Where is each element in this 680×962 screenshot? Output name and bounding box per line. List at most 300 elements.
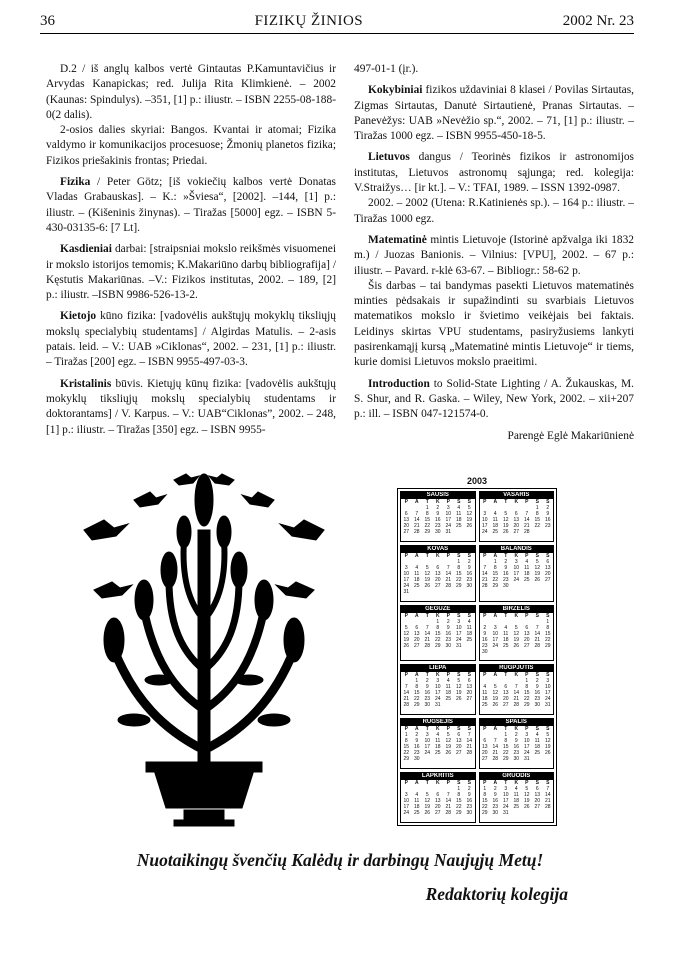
day-cell: 23 (445, 636, 452, 643)
day-cell: 9 (467, 564, 471, 571)
weekday-header: Š (457, 726, 461, 733)
day-cell: 17 (455, 630, 462, 637)
day-cell: 8 (415, 684, 419, 691)
day-cell: 16 (492, 798, 499, 805)
day-cell: 22 (413, 696, 420, 703)
day-cell: 23 (502, 576, 509, 583)
day-cell: 24 (455, 636, 462, 643)
day-cell: 19 (544, 744, 551, 751)
day-cell: 1 (457, 558, 461, 565)
weekday-header: Š (535, 726, 539, 733)
day-cell: 25 (481, 702, 488, 709)
calendar-month (400, 605, 476, 662)
day-cell: 10 (455, 624, 462, 631)
day-cell: 20 (502, 696, 509, 703)
weekday-header: P (446, 726, 450, 733)
weekday-header: Š (457, 780, 461, 787)
day-cell: 1 (457, 786, 461, 793)
day-cell: 11 (482, 690, 488, 697)
weekday-header: P (483, 499, 487, 505)
folk-tree-ornament (74, 470, 334, 832)
weekday-header: K (514, 672, 519, 679)
day-cell: 2 (535, 678, 539, 685)
day-cell: 22 (544, 636, 551, 643)
day-cell: 2 (504, 558, 508, 565)
weekday-header: A (493, 780, 498, 787)
day-cell: 18 (492, 523, 499, 529)
day-cell: 12 (455, 684, 462, 691)
day-cell: 14 (445, 570, 452, 577)
weekday-header: P (404, 726, 408, 733)
day-cell: 25 (534, 750, 541, 757)
day-cell: 19 (492, 696, 499, 703)
weekday-header: Š (457, 672, 461, 679)
day-cell: 14 (424, 630, 431, 637)
weekday-header: K (514, 552, 519, 559)
day-cell: 30 (481, 648, 488, 655)
day-cell: 27 (481, 756, 488, 763)
weekday-header: K (514, 499, 519, 505)
calendar-month (479, 491, 555, 542)
weekday-header: K (514, 726, 519, 733)
day-cell: 1 (425, 505, 429, 511)
day-cell: 21 (534, 636, 541, 643)
day-cell: 11 (503, 630, 509, 637)
day-cell: 2 (446, 618, 450, 625)
entry-keyword: Kristalinis (60, 377, 112, 390)
day-cell: 1 (483, 786, 487, 793)
day-cell: 10 (445, 511, 452, 517)
weekday-header: T (504, 672, 508, 679)
calendar-month (400, 718, 476, 769)
day-cell: 23 (434, 523, 441, 529)
day-cell: 2 (436, 505, 440, 511)
calendar-month (479, 605, 555, 662)
day-cell: 27 (513, 529, 520, 535)
entry-keyword: Introduction (368, 377, 430, 390)
day-cell: 27 (455, 750, 462, 757)
weekday-header: T (425, 552, 429, 559)
day-cell: 18 (481, 696, 488, 703)
day-cell: 27 (403, 529, 410, 535)
day-cell: 17 (492, 636, 499, 643)
day-cell: 24 (523, 750, 530, 757)
entry-keyword: Matematinė (368, 233, 427, 246)
right-entry (354, 196, 634, 227)
day-cell: 21 (403, 696, 410, 703)
day-cell: 4 (493, 511, 497, 517)
day-cell: 20 (466, 690, 473, 697)
day-cell: 2 (493, 786, 497, 793)
day-cell: 8 (546, 624, 550, 631)
day-cell: 6 (514, 511, 518, 517)
day-cell: 3 (525, 732, 529, 739)
day-cell: 28 (492, 756, 499, 763)
day-cell: 4 (483, 684, 487, 691)
day-cell: 6 (535, 786, 539, 793)
weekday-header: A (493, 499, 498, 505)
day-cell: 16 (424, 690, 431, 697)
day-cell: 24 (502, 804, 509, 811)
left-entry (46, 242, 336, 303)
day-cell: 5 (425, 564, 429, 571)
weekday-header: T (504, 499, 508, 505)
weekday-header: P (404, 672, 408, 679)
day-cell: 12 (534, 564, 541, 571)
day-cell: 27 (434, 582, 441, 589)
day-cell: 27 (502, 702, 509, 709)
entry-text: fizikos uždaviniai 8 klasei / Povilas Sirtautas, Zigmas Sirtautas, Danutė Sirtautienė, Pranas Sirtautas. – Panevėžys: UAB »Nevėžio sp.“, 2002. – 71, [1] p.: iliustr. – Tiražas 1000 egz. – ISBN 9955-450-18-5. (354, 84, 634, 143)
day-cell: 4 (467, 618, 471, 625)
day-cell: 30 (502, 582, 509, 589)
weekday-header: Š (535, 499, 539, 505)
day-cell: 3 (483, 511, 487, 517)
day-cell: 10 (523, 738, 530, 745)
weekday-header: P (446, 612, 450, 619)
day-cell: 12 (424, 570, 431, 577)
day-cell: 7 (404, 684, 408, 691)
day-cell: 3 (425, 732, 429, 739)
day-cell: 23 (424, 696, 431, 703)
day-cell: 24 (434, 696, 441, 703)
entry-text: / Peter Götz; [iš vokiečių kalbos vertė Donatas Vladas Grabauskas]. – K.: »Šviesa“, [2002]. –144, [1] p.: iliustr. – (Kišeninis žinynas). – Tiražas [5000] egz. – ISBN 5-430-03135-6: [7 Lt]. (46, 176, 336, 234)
day-cell: 16 (434, 517, 441, 523)
day-cell: 26 (502, 529, 509, 535)
day-cell: 14 (523, 517, 530, 523)
weekday-header: P (404, 499, 408, 505)
day-cell: 30 (413, 756, 420, 763)
day-cell: 25 (502, 642, 509, 649)
day-cell: 8 (483, 792, 487, 799)
weekday-header: K (435, 672, 440, 679)
day-cell: 14 (466, 738, 473, 745)
day-cell: 13 (434, 570, 441, 577)
day-cell: 1 (546, 618, 550, 625)
day-cell: 2 (546, 505, 550, 511)
day-cell: 4 (436, 732, 440, 739)
day-cell: 7 (446, 792, 450, 799)
day-cell: 8 (457, 792, 461, 799)
day-cell: 4 (446, 678, 450, 685)
day-cell: 25 (492, 529, 499, 535)
day-cell: 17 (513, 570, 520, 577)
day-cell: 18 (413, 804, 420, 811)
day-cell: 19 (502, 523, 509, 529)
month-name: KOVAS (401, 546, 475, 553)
day-cell: 10 (403, 798, 410, 805)
day-cell: 12 (523, 792, 530, 799)
day-cell: 28 (445, 582, 452, 589)
month-name: BALANDIS (480, 546, 554, 553)
day-cell: 13 (466, 684, 473, 691)
day-cell: 23 (466, 576, 473, 583)
day-cell: 11 (534, 738, 540, 745)
day-cell: 26 (445, 750, 452, 757)
day-cell: 8 (404, 738, 408, 745)
weekday-header: K (514, 612, 519, 619)
entry-text: D.2 / iš anglų kalbos vertė Gintautas P.Kamuntavičius ir Arvydas Kanapickas; red. Julija Rita Klimkienė. – 2002 (Kaunas: Spindulys). –351, [1] p.: iliustr. – ISBN 2255-08-188-0(2 dalis). (46, 63, 336, 121)
weekday-header: Š (535, 612, 539, 619)
day-cell: 18 (466, 630, 473, 637)
day-cell: 30 (466, 582, 473, 589)
day-cell: 26 (523, 804, 530, 811)
day-cell: 26 (492, 702, 499, 709)
day-cell: 28 (445, 810, 452, 817)
day-cell: 5 (457, 678, 461, 685)
day-cell: 28 (513, 702, 520, 709)
weekday-header: Š (535, 672, 539, 679)
day-cell: 26 (403, 642, 410, 649)
entry-keyword: Lietuvos (368, 151, 410, 164)
weekday-header: P (483, 672, 487, 679)
day-cell: 8 (504, 738, 508, 745)
calendar-month (400, 664, 476, 715)
day-cell: 8 (525, 684, 529, 691)
day-cell: 12 (544, 738, 551, 745)
left-entry (46, 309, 336, 370)
day-cell: 4 (535, 732, 539, 739)
weekday-header: P (483, 780, 487, 787)
day-cell: 16 (445, 630, 452, 637)
day-cell: 8 (436, 624, 440, 631)
day-cell: 23 (413, 750, 420, 757)
day-cell: 19 (445, 744, 452, 751)
day-cell: 12 (502, 517, 509, 523)
weekday-header: T (425, 612, 429, 619)
day-cell: 23 (534, 696, 541, 703)
day-cell: 6 (467, 678, 471, 685)
day-cell: 22 (502, 750, 509, 757)
day-cell: 24 (481, 529, 488, 535)
weekday-header: S (467, 612, 471, 619)
day-cell: 14 (534, 630, 541, 637)
weekday-header: A (493, 612, 498, 619)
right-entry (354, 279, 634, 371)
month-name: RUGPJŪTIS (480, 665, 554, 672)
day-cell: 26 (466, 523, 473, 529)
day-cell: 18 (445, 690, 452, 697)
day-cell: 16 (544, 517, 551, 523)
day-cell: 1 (535, 505, 539, 511)
weekday-header: K (435, 612, 440, 619)
day-cell: 11 (435, 738, 441, 745)
day-cell: 30 (424, 702, 431, 709)
day-cell: 16 (534, 690, 541, 697)
calendar-grid (397, 488, 557, 826)
day-cell: 20 (534, 798, 541, 805)
weekday-header: S (467, 780, 471, 787)
day-cell: 2 (415, 732, 419, 739)
weekday-header: T (425, 726, 429, 733)
day-cell: 30 (466, 810, 473, 817)
entry-keyword: Kasdieniai (60, 243, 112, 256)
day-cell: 31 (434, 702, 441, 709)
day-cell: 5 (467, 505, 471, 511)
day-cell: 6 (415, 624, 419, 631)
weekday-header: T (425, 499, 429, 505)
weekday-header: P (525, 672, 529, 679)
month-name: SPALIS (480, 719, 554, 726)
left-entry (46, 62, 336, 123)
day-cell: 30 (434, 529, 441, 535)
day-cell: 8 (425, 511, 429, 517)
day-cell: 10 (502, 792, 509, 799)
day-cell: 28 (481, 582, 488, 589)
day-cell: 30 (513, 756, 520, 763)
day-cell: 6 (525, 624, 529, 631)
day-cell: 24 (403, 810, 410, 817)
month-name: RUGSĖJIS (401, 719, 475, 726)
day-cell: 20 (523, 636, 530, 643)
day-cell: 9 (446, 624, 450, 631)
day-cell: 27 (413, 642, 420, 649)
day-cell: 13 (403, 517, 410, 523)
day-cell: 15 (455, 570, 462, 577)
weekday-header: S (467, 552, 471, 559)
entry-text: 2-osios dalies skyriai: Bangos. Kvantai ir atomai; Fizika valdymo ir komunikacijos procesuose; Žmonių planetos fizika; Fizikos priešakinis frontas; Priedai. (46, 124, 336, 167)
month-name: VASARIS (480, 492, 554, 499)
day-cell: 19 (455, 690, 462, 697)
calendar-month (479, 664, 555, 715)
weekday-header: S (546, 552, 550, 559)
day-cell: 20 (413, 636, 420, 643)
day-cell: 22 (523, 696, 530, 703)
day-cell: 13 (481, 744, 488, 751)
weekday-header: P (446, 672, 450, 679)
left-entry (46, 123, 336, 169)
day-cell: 9 (546, 511, 550, 517)
day-cell: 2 (467, 786, 471, 793)
day-cell: 15 (403, 744, 410, 751)
day-cell: 17 (403, 576, 410, 583)
weekday-header: T (504, 552, 508, 559)
weekday-header: S (546, 612, 550, 619)
day-cell: 31 (523, 756, 530, 763)
weekday-header: S (467, 499, 471, 505)
weekday-header: Š (457, 499, 461, 505)
day-cell: 21 (513, 696, 520, 703)
day-cell: 7 (467, 732, 471, 739)
day-cell: 19 (513, 636, 520, 643)
day-cell: 15 (424, 517, 431, 523)
weekday-header: P (525, 552, 529, 559)
weekday-header: P (446, 780, 450, 787)
day-cell: 12 (466, 511, 473, 517)
day-cell: 11 (414, 570, 420, 577)
day-cell: 4 (415, 564, 419, 571)
day-cell: 27 (534, 804, 541, 811)
entry-text: 497-01-1 (įr.). (354, 63, 419, 75)
day-cell: 21 (523, 523, 530, 529)
weekday-header: S (546, 780, 550, 787)
day-cell: 5 (525, 786, 529, 793)
day-cell: 16 (513, 744, 520, 751)
day-cell: 21 (413, 523, 420, 529)
day-cell: 13 (434, 798, 441, 805)
day-cell: 30 (445, 642, 452, 649)
day-cell: 20 (481, 750, 488, 757)
day-cell: 6 (457, 732, 461, 739)
day-cell: 3 (504, 786, 508, 793)
day-cell: 25 (445, 696, 452, 703)
day-cell: 28 (424, 642, 431, 649)
day-cell: 5 (504, 511, 508, 517)
day-cell: 12 (513, 630, 520, 637)
calendar-month (479, 545, 555, 602)
day-cell: 20 (455, 744, 462, 751)
day-cell: 20 (513, 523, 520, 529)
day-cell: 10 (513, 564, 520, 571)
day-cell: 26 (424, 810, 431, 817)
weekday-header: A (493, 552, 498, 559)
day-cell: 11 (414, 798, 420, 805)
day-cell: 21 (544, 798, 551, 805)
day-cell: 24 (492, 642, 499, 649)
day-cell: 6 (436, 792, 440, 799)
day-cell: 17 (481, 523, 488, 529)
day-cell: 11 (456, 511, 462, 517)
entry-text: darbai: [straipsniai mokslo reikšmės visuomenei ir mokslo istorijos temomis; K.Makariūno darbų bibliografija] / Kęstutis Makariūnas. –V.: Fizikos institutas, 2002. – 189, [2] p.: iliustr. –ISBN 9986-526-13-2. (46, 243, 336, 302)
weekday-header: S (467, 672, 471, 679)
day-cell: 17 (424, 744, 431, 751)
calendar-month (479, 772, 555, 823)
day-cell: 7 (425, 624, 429, 631)
day-cell: 22 (424, 523, 431, 529)
entry-text: 2002. – 2002 (Utena: R.Katinienės sp.). – 164 p.: iliustr. – Tiražas 1000 egz. (354, 197, 634, 225)
day-cell: 10 (424, 738, 431, 745)
day-cell: 29 (502, 756, 509, 763)
day-cell: 22 (455, 576, 462, 583)
day-cell: 7 (415, 511, 419, 517)
day-cell: 23 (513, 750, 520, 757)
day-cell: 31 (455, 642, 462, 649)
day-cell: 25 (513, 804, 520, 811)
day-cell: 11 (524, 564, 530, 571)
day-cell: 12 (403, 630, 410, 637)
weekday-header: P (404, 612, 408, 619)
day-cell: 15 (534, 517, 541, 523)
day-cell: 13 (455, 738, 462, 745)
day-cell: 9 (425, 684, 429, 691)
day-cell: 26 (513, 642, 520, 649)
day-cell: 10 (403, 570, 410, 577)
day-cell: 17 (523, 744, 530, 751)
day-cell: 7 (446, 564, 450, 571)
day-cell: 25 (413, 810, 420, 817)
day-cell: 5 (404, 624, 408, 631)
day-cell: 16 (481, 636, 488, 643)
day-cell: 9 (504, 564, 508, 571)
day-cell: 15 (434, 630, 441, 637)
day-cell: 13 (534, 792, 541, 799)
day-cell: 13 (513, 517, 520, 523)
day-cell: 9 (493, 792, 497, 799)
day-cell: 25 (455, 523, 462, 529)
day-cell: 7 (525, 511, 529, 517)
day-cell: 29 (544, 642, 551, 649)
day-cell: 12 (424, 798, 431, 805)
entry-keyword: Fizika (60, 176, 91, 189)
day-cell: 25 (466, 636, 473, 643)
day-cell: 5 (535, 558, 539, 565)
weekday-header: P (404, 780, 408, 787)
day-cell: 21 (445, 804, 452, 811)
day-cell: 4 (504, 624, 508, 631)
day-cell: 29 (455, 582, 462, 589)
day-cell: 22 (455, 804, 462, 811)
day-cell: 28 (523, 529, 530, 535)
day-cell: 15 (481, 798, 488, 805)
